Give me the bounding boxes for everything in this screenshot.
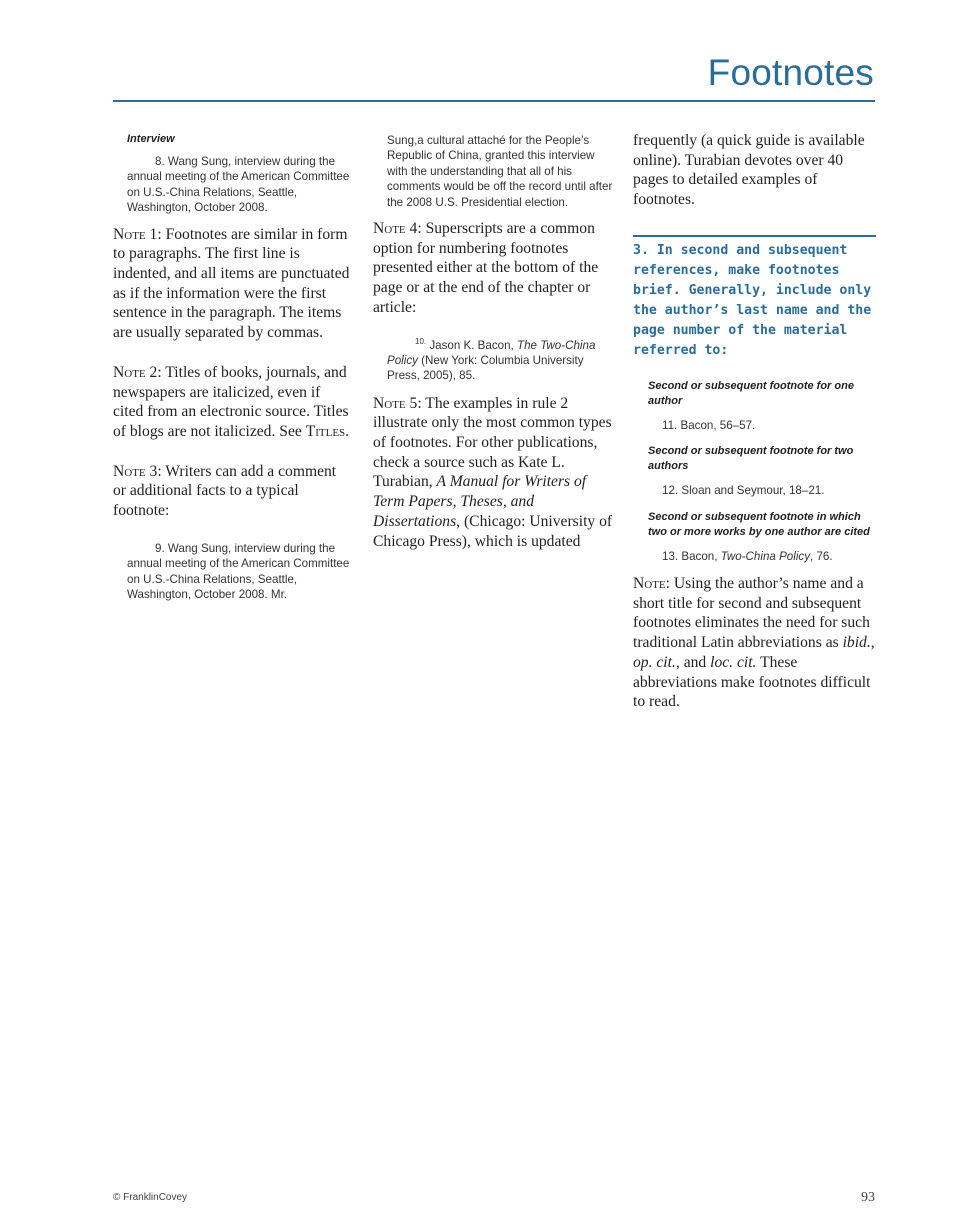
abbr-op-cit: op. cit. [633, 653, 676, 671]
column-3 [633, 128, 876, 712]
note-separator-1: , [870, 634, 875, 652]
column-2 [373, 128, 618, 551]
note-3-text: 3: Writers can add a comment or additional facts to a typical footnote: [113, 462, 337, 520]
continued-text: frequently (a quick guide is available online). Turabian devotes over 40 pages to detailed examples of footnotes. [633, 132, 865, 209]
note-latin-abbreviations [633, 574, 876, 712]
note-3 [113, 462, 351, 521]
example-heading-two-authors: Second or subsequent footnote for two authors [648, 445, 854, 473]
abbr-loc-cit: loc. cit. [710, 653, 757, 671]
page-title: Footnotes [707, 52, 874, 93]
note-5 [373, 394, 618, 552]
note-5-label: Note [373, 394, 406, 412]
note-1-label: Note [113, 225, 146, 243]
footer-copyright: © FranklinCovey [113, 1192, 188, 1203]
footnote-example-9-continued: Sung,a cultural attaché for the People’s Republic of China, granted this interview with the understanding that all of his comments would be off the record until after the 2008 U.S. Presidential election. [387, 134, 613, 209]
footnote-13-page: , 76. [810, 549, 833, 563]
note-3-label: Note [113, 462, 146, 480]
note-separator-2: , and [675, 653, 711, 671]
footnote-example-11: 11. Bacon, 56–57. [662, 418, 756, 432]
note-4-text: 4: Superscripts are a common option for numbering footnotes presented either at the bottom of the page or at the end of the chapter or article: [373, 220, 599, 316]
example-heading-interview: Interview [127, 133, 175, 145]
header-divider [113, 100, 875, 102]
superscript-10: 10. [415, 336, 427, 346]
footnote-example-9: 9. Wang Sung, interview during the annual meeting of the American Committee on U.S.-China Relations, Seattle, Washington, October 2008. Mr. [127, 541, 350, 601]
note-2-titles-ref[interactable]: Titles [305, 422, 346, 440]
abbr-ibid: ibid. [842, 634, 871, 652]
note-text-a: : Using the author’s name and a short title for second and subsequent footnotes eliminates the need for such traditional Latin abbreviations as [633, 575, 870, 652]
note-5-text-b: , (Chicago: University of Chicago Press), which is updated [373, 512, 613, 550]
note-4 [373, 219, 618, 318]
footnote-example-12: 12. Sloan and Seymour, 18–21. [662, 484, 825, 498]
example-heading-multiple-works: Second or subsequent footnote in which two or more works by one author are cited [648, 510, 870, 538]
column-1 [113, 128, 351, 602]
rule-3-heading: 3. In second and subsequent references, make footnotes brief. Generally, include only the author’s last name and the page number of the material referred to: [633, 242, 872, 358]
footnote-example-13 [662, 549, 876, 564]
footnote-13-title: Two-China Policy [720, 549, 810, 563]
footnote-13-author: 13. Bacon, [662, 549, 721, 563]
footnote-example-10 [387, 334, 618, 384]
rule-3-divider [633, 235, 876, 237]
note-label: Note [633, 575, 666, 593]
note-2 [113, 363, 351, 442]
note-5-book-title: A Manual for Writers of Term Papers, Theses, and Dissertations [373, 473, 587, 530]
note-2-end: . [345, 422, 350, 440]
note-text-b: These abbreviations make footnotes difficult to read. [633, 653, 871, 711]
footnote-10-author: Jason K. Bacon, [426, 338, 517, 352]
footnote-example-8: 8. Wang Sung, interview during the annual meeting of the American Committee on U.S.-China Relations, Seattle, Washington, October 2008. [127, 155, 350, 215]
note-4-label: Note [373, 220, 406, 238]
note-1 [113, 225, 351, 343]
note-2-text: 2: Titles of books, journals, and newspapers are italicized, even if cited from an electronic source. Titles of blogs are not italicized. See [113, 363, 349, 440]
page-number: 93 [861, 1190, 875, 1205]
example-heading-one-author: Second or subsequent footnote for one author [648, 379, 854, 407]
note-2-label: Note [113, 363, 146, 381]
footnote-10-title: The Two-China Policy [387, 338, 596, 367]
footnote-10-pub: (New York: Columbia University Press, 2005), 85. [387, 353, 584, 383]
note-1-text: 1: Footnotes are similar in form to paragraphs. The first line is indented, and all items are punctuated as if the information were the first sentence in the paragraph. The items are usually separated by commas. [113, 225, 350, 342]
note-5-text-a: 5: The examples in rule 2 illustrate only the most common types of footnotes. For other publications, check a source such as Kate L. Turabian, [373, 394, 612, 491]
